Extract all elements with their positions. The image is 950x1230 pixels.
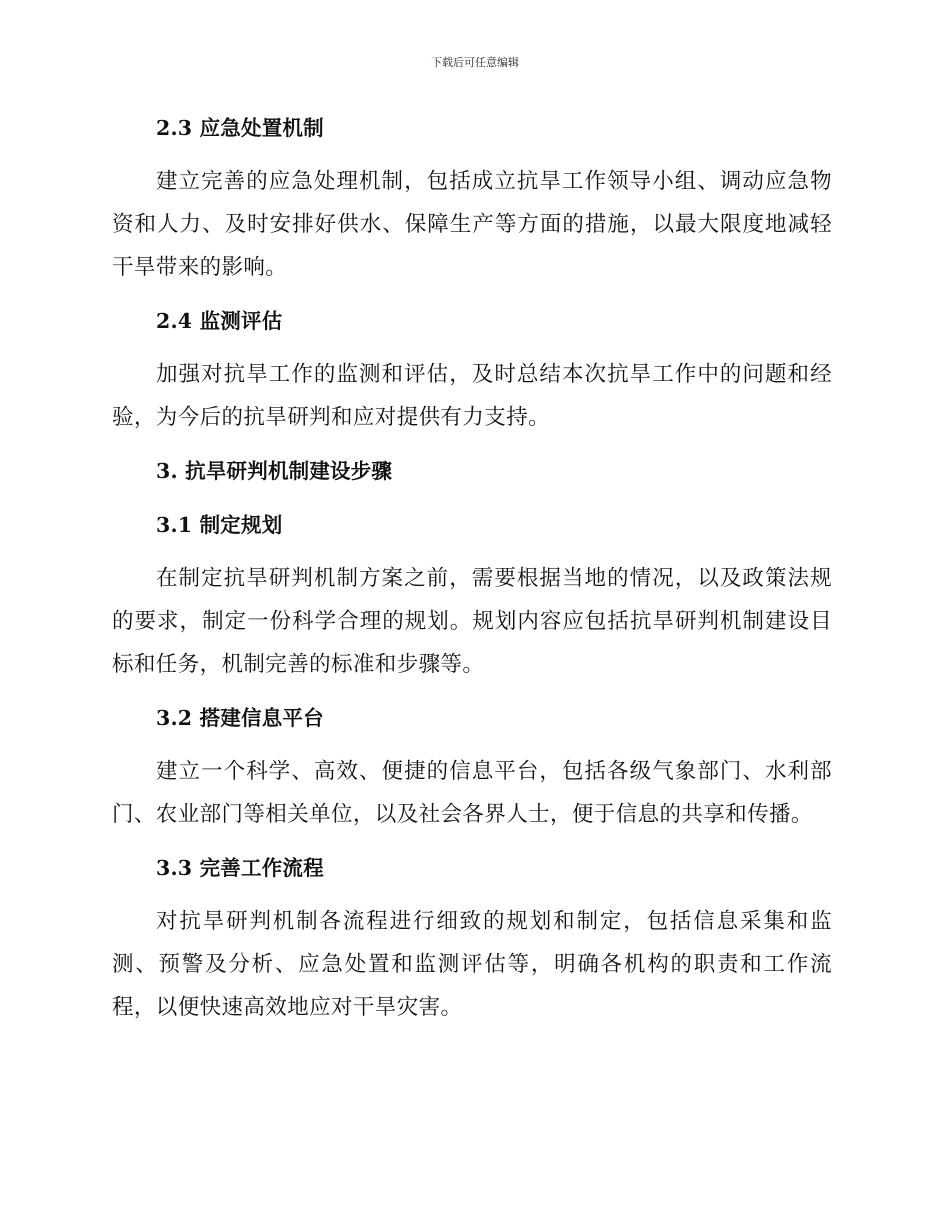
section-heading-2-3: 2.3 应急处置机制 <box>156 116 324 140</box>
section-heading-3-2: 3.2 搭建信息平台 <box>156 706 324 730</box>
section-paragraph-3-2: 建立一个科学、高效、便捷的信息平台，包括各级气象部门、水利部门、农业部门等相关单位，以及社会各界人士，便于信息的共享和传播。 <box>112 759 832 827</box>
section-paragraph-3-1: 在制定抗旱研判机制方案之前，需要根据当地的情况，以及政策法规的要求，制定一份科学合理的规划。规划内容应包括抗旱研判机制建设目标和任务，机制完善的标准和步骤等。 <box>112 566 832 677</box>
section-heading-3-3: 3.3 完善工作流程 <box>156 856 324 880</box>
section-paragraph-2-4: 加强对抗旱工作的监测和评估，及时总结本次抗旱工作中的问题和经验，为今后的抗旱研判和应对提供有力支持。 <box>112 362 832 430</box>
section-paragraph-2-3: 建立完善的应急处理机制，包括成立抗旱工作领导小组、调动应急物资和人力、及时安排好供水、保障生产等方面的措施，以最大限度地减轻干旱带来的影响。 <box>112 169 832 280</box>
section-heading-2-4: 2.4 监测评估 <box>156 309 283 333</box>
page-header: 下载后可任意编辑 <box>431 56 519 69</box>
section-heading-3: 3. 抗旱研判机制建设步骤 <box>156 459 393 483</box>
section-paragraph-3-3: 对抗旱研判机制各流程进行细致的规划和制定，包括信息采集和监测、预警及分析、应急处置和监测评估等，明确各机构的职责和工作流程，以便快速高效地应对干旱灾害。 <box>112 909 832 1020</box>
section-heading-3-1: 3.1 制定规划 <box>156 513 283 537</box>
document-body <box>112 106 832 1039</box>
